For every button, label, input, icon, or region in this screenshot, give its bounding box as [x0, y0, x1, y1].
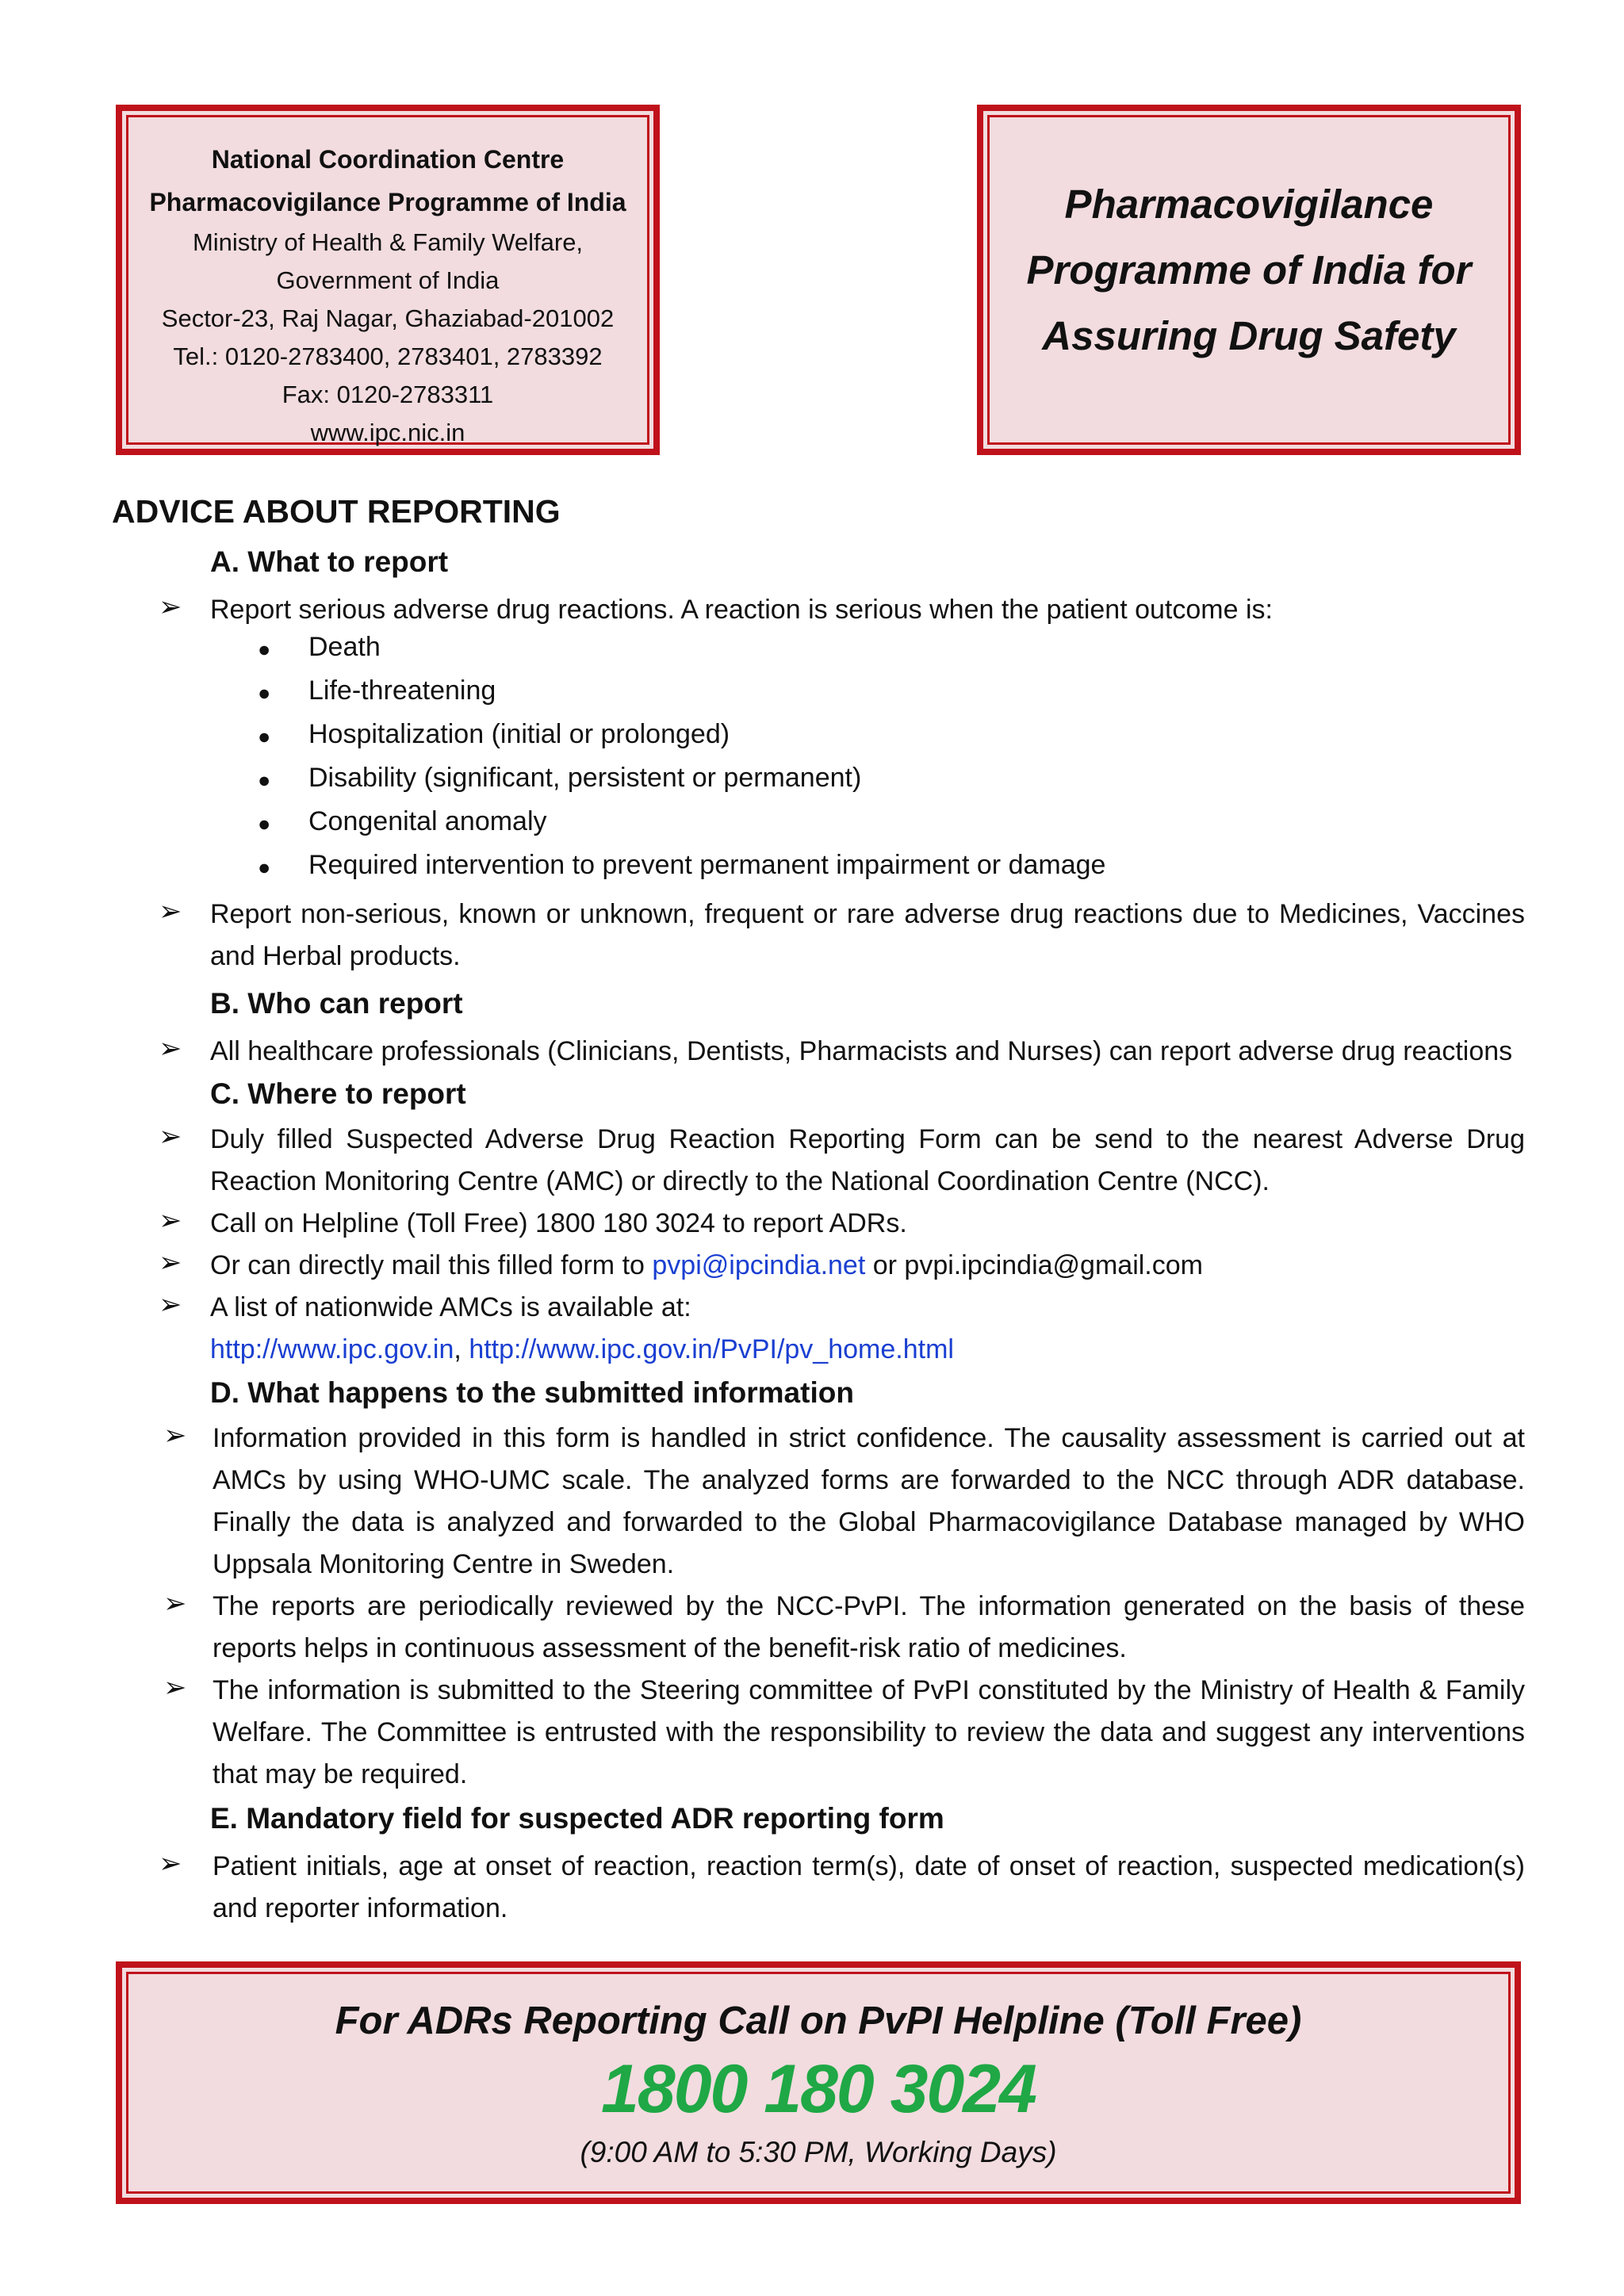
- ipc-home-link[interactable]: http://www.ipc.gov.in: [210, 1334, 454, 1364]
- helpline-inner: [126, 1972, 1511, 2194]
- mail-prefix: Or can directly mail this filled form to: [210, 1250, 653, 1280]
- who-can-report-text: All healthcare professionals (Clinicians, Dentists, Pharmacists and Nurses) can report adverse drug reactions: [210, 1036, 1513, 1066]
- pvpi-alt-email: pvpi.ipcindia@gmail.com: [904, 1250, 1203, 1280]
- arrow-bullet-icon: ➢: [159, 1121, 182, 1152]
- arrow-bullet-icon: ➢: [159, 1247, 182, 1278]
- bullet-icon: ●: [258, 637, 271, 661]
- arrow-bullet-icon: ➢: [159, 1848, 182, 1879]
- ncc-government: Government of India: [276, 266, 500, 294]
- arrow-bullet-icon: ➢: [163, 1420, 187, 1451]
- mail-middle: or: [865, 1250, 905, 1280]
- programme-title-inner: [987, 115, 1511, 445]
- arrow-bullet-icon: ➢: [163, 1672, 187, 1703]
- outcome-item: Life-threatening: [308, 675, 496, 706]
- bullet-icon: ●: [258, 855, 271, 879]
- section-a-title: A. What to report: [210, 545, 449, 578]
- ncc-address-box: [116, 105, 660, 455]
- pvpi-email-link[interactable]: pvpi@ipcindia.net: [652, 1250, 866, 1280]
- reporting-form-text: Duly filled Suspected Adverse Drug Reaction Reporting Form can be send to the nearest Adverse Drug Reaction Monitoring Centre (AMC) or directly to the National Coordination Centre (NCC).: [210, 1124, 1525, 1196]
- confidentiality-text: Information provided in this form is handled in strict confidence. The causality assessment is carried out at AMCs by using WHO-UMC scale. The analyzed forms are forwarded to the NCC through ADR database. Finally the data is analyzed and forwarded to the Global Pharmacovigilance Database managed by WHO Uppsala Monitoring Centre in Sweden.: [213, 1423, 1525, 1579]
- ncc-address-inner: [126, 115, 649, 445]
- ncc-fax: Fax: 0120-2783311: [282, 381, 494, 408]
- ncc-telephone: Tel.: 0120-2783400, 2783401, 2783392: [173, 342, 603, 370]
- arrow-bullet-icon: ➢: [159, 896, 182, 927]
- programme-title-box: [977, 105, 1521, 455]
- outcome-item: Congenital anomaly: [308, 806, 547, 836]
- mail-text: [210, 1245, 1525, 1287]
- serious-intro: Report serious adverse drug reactions. A reaction is serious when the patient outcome is:: [210, 595, 1273, 625]
- outcome-item: Hospitalization (initial or prolonged): [308, 719, 730, 749]
- amc-links: [210, 1329, 1525, 1371]
- helpline-title: For ADRs Reporting Call on PvPI Helpline (Toll Free): [335, 1999, 1302, 2042]
- helpline-number[interactable]: 1800 180 3024: [601, 2051, 1036, 2127]
- section-d-title: D. What happens to the submitted information: [210, 1376, 854, 1409]
- arrow-bullet-icon: ➢: [159, 1289, 182, 1320]
- ncc-title: National Coordination Centre: [211, 145, 565, 174]
- arrow-bullet-icon: ➢: [159, 1033, 182, 1064]
- programme-title-line-3: Assuring Drug Safety: [1042, 313, 1456, 358]
- bullet-icon: ●: [258, 812, 271, 836]
- programme-title-line-2: Programme of India for: [1026, 247, 1472, 293]
- section-c-title: C. Where to report: [210, 1077, 466, 1110]
- helpline-box: [116, 1961, 1521, 2204]
- arrow-bullet-icon: ➢: [163, 1588, 187, 1619]
- link-separator: ,: [454, 1334, 469, 1364]
- section-b-title: B. Who can report: [210, 987, 463, 1020]
- amc-list-text: A list of nationwide AMCs is available at:: [210, 1292, 691, 1322]
- bullet-icon: ●: [258, 681, 271, 705]
- outcome-item: Required intervention to prevent permanent impairment or damage: [308, 850, 1106, 880]
- helpline-text: Call on Helpline (Toll Free) 1800 180 3024 to report ADRs.: [210, 1208, 907, 1238]
- outcome-item: Death: [308, 632, 381, 662]
- mandatory-fields-text: Patient initials, age at onset of reaction, reaction term(s), date of onset of reaction, suspected medication(s) and reporter information.: [213, 1851, 1525, 1923]
- ncc-ministry: Ministry of Health & Family Welfare,: [192, 228, 584, 256]
- arrow-bullet-icon: ➢: [159, 591, 182, 622]
- section-e-title: E. Mandatory field for suspected ADR reporting form: [210, 1802, 944, 1835]
- bullet-icon: ●: [258, 768, 271, 792]
- steering-committee-text: The information is submitted to the Steering committee of PvPI constituted by the Ministry of Health & Family Welfare. The Committee is entrusted with the responsibility to review the data and suggest any interventions that may be required.: [213, 1675, 1525, 1789]
- advice-heading: ADVICE ABOUT REPORTING: [112, 493, 561, 530]
- ncc-programme: Pharmacovigilance Programme of India: [149, 188, 626, 216]
- helpline-hours: (9:00 AM to 5:30 PM, Working Days): [580, 2136, 1057, 2168]
- outcome-item: Disability (significant, persistent or permanent): [308, 763, 862, 793]
- ncc-address: Sector-23, Raj Nagar, Ghaziabad-201002: [161, 304, 615, 332]
- nonserious-text: Report non-serious, known or unknown, frequent or rare adverse drug reactions due to Medicines, Vaccines and Herbal products.: [210, 899, 1525, 971]
- pvpi-home-link[interactable]: http://www.ipc.gov.in/PvPI/pv_home.html: [469, 1334, 954, 1364]
- review-text: The reports are periodically reviewed by the NCC-PvPI. The information generated on the basis of these reports helps in continuous assessment of the benefit-risk ratio of medicines.: [213, 1591, 1525, 1663]
- programme-title-line-1: Pharmacovigilance: [1064, 182, 1434, 227]
- arrow-bullet-icon: ➢: [159, 1205, 182, 1236]
- ncc-website[interactable]: www.ipc.nic.in: [310, 419, 465, 446]
- bullet-icon: ●: [258, 725, 271, 748]
